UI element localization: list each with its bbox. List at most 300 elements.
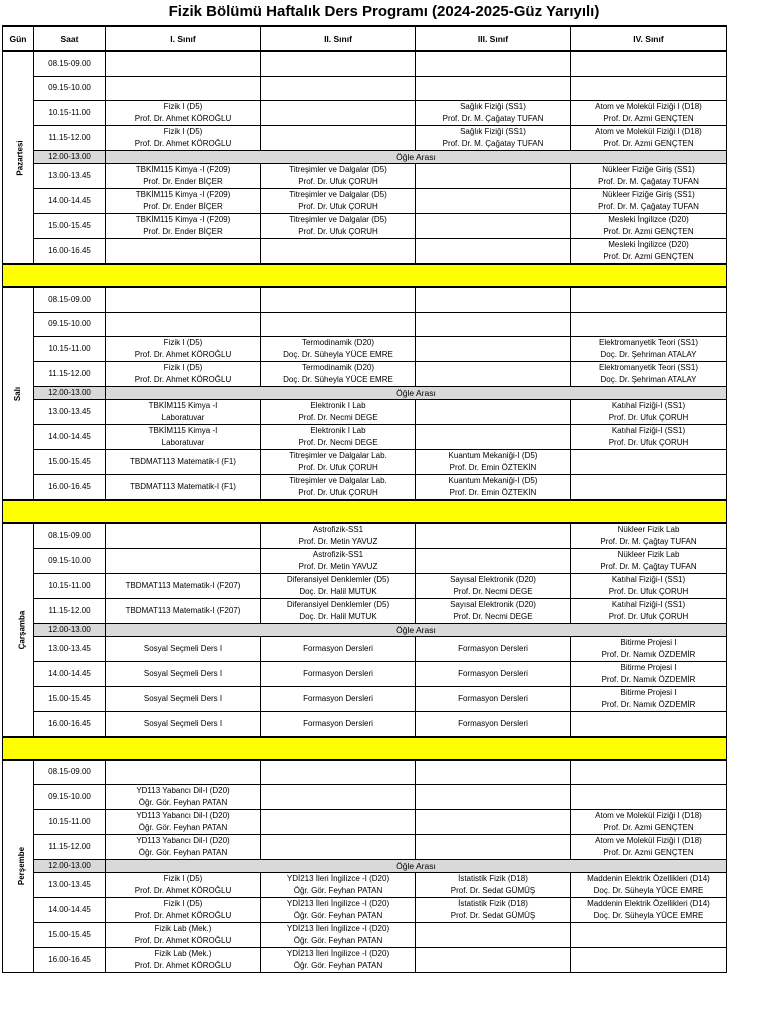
course-cell-class-2 xyxy=(261,189,416,214)
instructor-name: Prof. Dr. Ufuk ÇORUH xyxy=(608,587,689,596)
course-name: YDİ213 İleri İngilizce -I (D20) xyxy=(286,899,390,908)
course-cell-class-1 xyxy=(106,835,261,860)
instructor-name: Prof. Dr. M. Çağatay TUFAN xyxy=(442,139,544,148)
course-cell-class-4 xyxy=(571,400,727,425)
time-cell: 13.00-13.45 xyxy=(34,400,106,425)
time-slot-row xyxy=(3,126,727,151)
course-cell-class-3 xyxy=(416,810,571,835)
course-cell-class-4 xyxy=(571,687,727,712)
instructor-name: Prof. Dr. M. Çağtay TUFAN xyxy=(600,537,697,546)
course-cell-class-4 xyxy=(571,662,727,687)
time-slot-row xyxy=(3,189,727,214)
instructor-name: Prof. Dr. Ahmet KÖROĞLU xyxy=(134,139,232,148)
course-cell-class-3 xyxy=(416,126,571,151)
time-cell: 16.00-16.45 xyxy=(34,239,106,265)
course-name: Bitirme Projesi I xyxy=(620,638,677,647)
instructor-name: Prof. Dr. Metin YAVUZ xyxy=(298,562,378,571)
instructor-name: Doç. Dr. Süheyla YÜCE EMRE xyxy=(593,911,704,920)
instructor-name: Prof. Dr. Sedat GÜMÜŞ xyxy=(450,886,536,895)
instructor-name: Prof. Dr. M. Çağtay TUFAN xyxy=(600,562,697,571)
course-name: Atom ve Molekül Fiziği I (D18) xyxy=(595,836,702,845)
course-name: YDİ213 İleri İngilizce -I (D20) xyxy=(286,874,390,883)
instructor-name: Öğr. Gör. Feyhan PATAN xyxy=(293,961,383,970)
time-cell: 09.15-10.00 xyxy=(34,785,106,810)
course-name: Elektronik I Lab xyxy=(310,426,366,435)
course-cell-class-2 xyxy=(261,214,416,239)
course-name: Mesleki İngilizce (D20) xyxy=(608,240,689,249)
instructor-name: Öğr. Gör. Feyhan PATAN xyxy=(138,848,228,857)
course-name: Diferansiyel Denklemler (D5) xyxy=(286,600,390,609)
course-name: TBKİM115 Kimya -I xyxy=(148,401,218,410)
course-name: Formasyon Dersleri xyxy=(458,694,528,703)
course-cell-class-2 xyxy=(261,51,416,76)
course-cell-class-4 xyxy=(571,898,727,923)
course-cell-class-1 xyxy=(106,662,261,687)
course-cell-class-4 xyxy=(571,873,727,898)
time-slot-row xyxy=(3,662,727,687)
instructor-name: Prof. Dr. Ahmet KÖROĞLU xyxy=(134,375,232,384)
lunch-row xyxy=(3,151,727,164)
time-slot-row xyxy=(3,214,727,239)
course-cell-class-4 xyxy=(571,574,727,599)
course-name: YDİ213 İleri İngilizce -I (D20) xyxy=(286,949,390,958)
instructor-name: Doç. Dr. Süheyla YÜCE EMRE xyxy=(283,375,393,384)
course-cell-class-1 xyxy=(106,214,261,239)
course-name: Termodinamik (D20) xyxy=(301,363,375,372)
instructor-name: Öğr. Gör. Feyhan PATAN xyxy=(138,823,228,832)
course-cell-class-3 xyxy=(416,599,571,624)
header-time: Saat xyxy=(34,26,106,51)
course-name: Formasyon Dersleri xyxy=(303,669,373,678)
instructor-name: Öğr. Gör. Feyhan PATAN xyxy=(293,936,383,945)
course-cell-class-1 xyxy=(106,450,261,475)
course-name: Termodinamik (D20) xyxy=(301,338,375,347)
time-slot-row xyxy=(3,948,727,973)
day-name: Salı xyxy=(12,386,22,401)
course-cell-class-3 xyxy=(416,239,571,265)
course-cell-class-1 xyxy=(106,362,261,387)
course-name: Sağlık Fiziği (SS1) xyxy=(460,127,526,136)
course-cell-class-1 xyxy=(106,785,261,810)
header-class-1: I. Sınıf xyxy=(106,26,261,51)
course-name: Nükleer Fiziğe Giriş (SS1) xyxy=(602,190,695,199)
course-cell-class-1 xyxy=(106,51,261,76)
day-separator xyxy=(3,737,727,760)
course-name: YD113 Yabancı Dil-I (D20) xyxy=(136,786,230,795)
instructor-name: Prof. Dr. Namık ÖZDEMİR xyxy=(601,675,696,684)
course-cell-class-1 xyxy=(106,574,261,599)
lunch-row xyxy=(3,860,727,873)
course-name: Katıhal Fiziği-I (SS1) xyxy=(611,600,686,609)
time-cell: 09.15-10.00 xyxy=(34,312,106,337)
course-cell-class-3 xyxy=(416,425,571,450)
course-name: Formasyon Dersleri xyxy=(303,718,373,728)
course-cell-class-3 xyxy=(416,835,571,860)
course-cell-class-3 xyxy=(416,189,571,214)
course-cell-class-1 xyxy=(106,549,261,574)
course-cell-class-1 xyxy=(106,948,261,973)
course-name: Atom ve Molekül Fiziği I (D18) xyxy=(595,102,702,111)
course-name: YD113 Yabancı Dil-I (D20) xyxy=(136,836,230,845)
course-cell-class-3 xyxy=(416,51,571,76)
instructor-name: Doç. Dr. Halil MUTUK xyxy=(299,587,377,596)
course-name: Astrofizik-SS1 xyxy=(312,525,364,534)
course-cell-class-2 xyxy=(261,164,416,189)
course-name: Titreşimler ve Dalgalar (D5) xyxy=(289,165,387,174)
course-name: Sosyal Seçmeli Ders I xyxy=(143,669,223,678)
course-cell-class-1 xyxy=(106,810,261,835)
time-cell: 15.00-15.45 xyxy=(34,687,106,712)
instructor-name: Doç. Dr. Süheyla YÜCE EMRE xyxy=(283,350,393,359)
course-cell-class-4 xyxy=(571,948,727,973)
course-cell-class-3 xyxy=(416,574,571,599)
course-name: Formasyon Dersleri xyxy=(458,644,528,653)
course-cell-class-4 xyxy=(571,239,727,265)
lunch-break-cell: Öğle Arası xyxy=(106,387,727,400)
course-cell-class-1 xyxy=(106,312,261,337)
course-name: Fizik Lab (Mek.) xyxy=(154,949,212,958)
course-name: Fizik I (D5) xyxy=(163,338,203,347)
instructor-name: Prof. Dr. Ufuk ÇORUH xyxy=(298,463,378,472)
course-name: Formasyon Dersleri xyxy=(303,644,373,653)
course-cell-class-3 xyxy=(416,214,571,239)
day-name: Çarşamba xyxy=(17,610,27,650)
instructor-name: Öğr. Gör. Feyhan PATAN xyxy=(138,798,228,807)
time-slot-row xyxy=(3,475,727,501)
time-cell: 10.15-11.00 xyxy=(34,337,106,362)
lunch-break-cell: Öğle Arası xyxy=(106,860,727,873)
time-cell: 12.00-13.00 xyxy=(34,624,106,637)
course-cell-class-4 xyxy=(571,287,727,312)
course-name: Nükleer Fizik Lab xyxy=(617,550,680,559)
header-class-4: IV. Sınıf xyxy=(571,26,727,51)
course-name: Nükleer Fizik Lab xyxy=(617,525,680,534)
course-cell-class-4 xyxy=(571,101,727,126)
time-cell: 11.15-12.00 xyxy=(34,835,106,860)
course-cell-class-2 xyxy=(261,101,416,126)
time-slot-row xyxy=(3,873,727,898)
course-cell-class-3 xyxy=(416,287,571,312)
instructor-name: Prof. Dr. Ahmet KÖROĞLU xyxy=(134,911,232,920)
instructor-name: Laboratuvar xyxy=(161,413,205,422)
course-name: Sayısal Elektronik (D20) xyxy=(450,575,536,584)
course-cell-class-1 xyxy=(106,712,261,737)
course-name: Sayısal Elektronik (D20) xyxy=(450,600,536,609)
time-cell: 16.00-16.45 xyxy=(34,475,106,501)
instructor-name: Prof. Dr. Namık ÖZDEMİR xyxy=(601,700,696,709)
schedule-body xyxy=(3,51,727,973)
course-cell-class-2 xyxy=(261,760,416,785)
course-name: Formasyon Dersleri xyxy=(303,694,373,703)
instructor-name: Prof. Dr. Emin ÖZTEKİN xyxy=(449,488,537,497)
lunch-break-cell: Öğle Arası xyxy=(106,151,727,164)
course-cell-class-1 xyxy=(106,898,261,923)
instructor-name: Prof. Dr. Ender BİÇER xyxy=(143,202,223,211)
course-name: Mesleki İngilizce (D20) xyxy=(608,215,689,224)
course-name: Nükleer Fiziğe Giriş (SS1) xyxy=(602,165,695,174)
course-cell-class-1 xyxy=(106,400,261,425)
course-name: Kuantum Mekaniği-I (D5) xyxy=(448,451,538,460)
instructor-name: Doç. Dr. Halil MUTUK xyxy=(299,612,377,621)
course-cell-class-4 xyxy=(571,51,727,76)
instructor-name: Prof. Dr. Ufuk ÇORUH xyxy=(298,488,378,497)
time-cell: 13.00-13.45 xyxy=(34,164,106,189)
course-name: Atom ve Molekül Fiziği I (D18) xyxy=(595,811,702,820)
instructor-name: Doç. Dr. Süheyla YÜCE EMRE xyxy=(593,886,704,895)
course-name: Katıhal Fiziği-I (SS1) xyxy=(611,575,686,584)
course-name: İstatistik Fizik (D18) xyxy=(458,874,528,883)
course-cell-class-3 xyxy=(416,898,571,923)
course-cell-class-4 xyxy=(571,785,727,810)
course-cell-class-4 xyxy=(571,712,727,737)
instructor-name: Prof. Dr. Ender BİÇER xyxy=(143,177,223,186)
course-cell-class-3 xyxy=(416,873,571,898)
time-slot-row xyxy=(3,101,727,126)
course-name: Sosyal Seçmeli Ders I xyxy=(143,694,223,703)
course-cell-class-1 xyxy=(106,923,261,948)
course-name: TBKİM115 Kimya -I (F209) xyxy=(135,165,231,174)
instructor-name: Öğr. Gör. Feyhan PATAN xyxy=(293,886,383,895)
course-cell-class-4 xyxy=(571,523,727,549)
course-cell-class-3 xyxy=(416,948,571,973)
course-cell-class-4 xyxy=(571,450,727,475)
time-cell: 08.15-09.00 xyxy=(34,51,106,76)
course-name: Titreşimler ve Dalgalar (D5) xyxy=(289,215,387,224)
course-name: Elektronik I Lab xyxy=(310,401,366,410)
instructor-name: Prof. Dr. Ufuk ÇORUH xyxy=(298,202,378,211)
instructor-name: Prof. Dr. Azmi GENÇTEN xyxy=(603,848,694,857)
instructor-name: Prof. Dr. Ahmet KÖROĞLU xyxy=(134,114,232,123)
instructor-name: Laboratuvar xyxy=(161,438,205,447)
course-cell-class-3 xyxy=(416,637,571,662)
instructor-name: Prof. Dr. Necmi DEGE xyxy=(453,587,533,596)
time-cell: 12.00-13.00 xyxy=(34,151,106,164)
time-cell: 08.15-09.00 xyxy=(34,523,106,549)
time-cell: 14.00-14.45 xyxy=(34,662,106,687)
course-cell-class-4 xyxy=(571,214,727,239)
course-cell-class-4 xyxy=(571,835,727,860)
course-cell-class-2 xyxy=(261,712,416,737)
course-cell-class-1 xyxy=(106,189,261,214)
time-cell: 12.00-13.00 xyxy=(34,860,106,873)
course-name: Elektromanyetik Teori (SS1) xyxy=(599,363,698,372)
header-day: Gün xyxy=(3,26,34,51)
course-cell-class-4 xyxy=(571,189,727,214)
course-cell-class-2 xyxy=(261,337,416,362)
course-cell-class-2 xyxy=(261,76,416,101)
course-cell-class-1 xyxy=(106,599,261,624)
course-cell-class-4 xyxy=(571,475,727,501)
course-name: TBKİM115 Kimya -I (F209) xyxy=(135,215,231,224)
header-class-3: III. Sınıf xyxy=(416,26,571,51)
time-cell: 08.15-09.00 xyxy=(34,287,106,312)
course-cell-class-3 xyxy=(416,687,571,712)
time-cell: 14.00-14.45 xyxy=(34,898,106,923)
course-cell-class-2 xyxy=(261,835,416,860)
time-slot-row xyxy=(3,712,727,737)
time-cell: 09.15-10.00 xyxy=(34,549,106,574)
course-name: TBDMAT113 Matematik-I (F207) xyxy=(125,581,241,590)
course-cell-class-3 xyxy=(416,337,571,362)
instructor-name: Prof. Dr. M. Çağatay TUFAN xyxy=(598,202,699,211)
time-slot-row xyxy=(3,923,727,948)
instructor-name: Prof. Dr. Ahmet KÖROĞLU xyxy=(134,350,232,359)
course-cell-class-1 xyxy=(106,475,261,501)
time-cell: 11.15-12.00 xyxy=(34,599,106,624)
course-cell-class-4 xyxy=(571,923,727,948)
course-name: YDİ213 İleri İngilizce -I (D20) xyxy=(286,924,390,933)
course-cell-class-2 xyxy=(261,599,416,624)
course-cell-class-4 xyxy=(571,362,727,387)
course-cell-class-3 xyxy=(416,76,571,101)
time-slot-row xyxy=(3,400,727,425)
course-cell-class-2 xyxy=(261,637,416,662)
course-cell-class-3 xyxy=(416,164,571,189)
course-name: Diferansiyel Denklemler (D5) xyxy=(286,575,390,584)
time-cell: 10.15-11.00 xyxy=(34,101,106,126)
time-cell: 11.15-12.00 xyxy=(34,362,106,387)
day-label-cell xyxy=(3,523,34,737)
time-cell: 10.15-11.00 xyxy=(34,810,106,835)
instructor-name: Prof. Dr. Ender BİÇER xyxy=(143,227,223,236)
course-cell-class-3 xyxy=(416,362,571,387)
course-name: Katıhal Fiziği-I (SS1) xyxy=(611,401,686,410)
course-cell-class-4 xyxy=(571,312,727,337)
course-cell-class-2 xyxy=(261,662,416,687)
course-cell-class-1 xyxy=(106,164,261,189)
course-cell-class-3 xyxy=(416,400,571,425)
day-separator-row xyxy=(3,737,727,760)
instructor-name: Prof. Dr. Azmi GENÇTEN xyxy=(603,139,694,148)
course-name: Fizik I (D5) xyxy=(163,127,203,136)
time-cell: 16.00-16.45 xyxy=(34,948,106,973)
time-cell: 13.00-13.45 xyxy=(34,637,106,662)
instructor-name: Prof. Dr. Sedat GÜMÜŞ xyxy=(450,911,536,920)
course-cell-class-2 xyxy=(261,948,416,973)
course-name: Elektromanyetik Teori (SS1) xyxy=(599,338,698,347)
course-cell-class-3 xyxy=(416,312,571,337)
time-cell: 11.15-12.00 xyxy=(34,126,106,151)
time-slot-row xyxy=(3,835,727,860)
instructor-name: Prof. Dr. Azmi GENÇTEN xyxy=(603,823,694,832)
course-name: Atom ve Molekül Fiziği I (D18) xyxy=(595,127,702,136)
course-cell-class-3 xyxy=(416,101,571,126)
day-label-cell xyxy=(3,51,34,264)
course-cell-class-4 xyxy=(571,76,727,101)
time-slot-row xyxy=(3,239,727,265)
course-name: TBKİM115 Kimya -I (F209) xyxy=(135,190,231,199)
course-cell-class-2 xyxy=(261,523,416,549)
header-class-2: II. Sınıf xyxy=(261,26,416,51)
course-cell-class-4 xyxy=(571,637,727,662)
instructor-name: Prof. Dr. Ufuk ÇORUH xyxy=(298,227,378,236)
lunch-break-cell: Öğle Arası xyxy=(106,624,727,637)
day-label-cell xyxy=(3,760,34,973)
instructor-name: Prof. Dr. Namık ÖZDEMİR xyxy=(601,650,696,659)
page-title: Fizik Bölümü Haftalık Ders Programı (2024-2025-Güz Yarıyılı) xyxy=(168,3,600,20)
course-cell-class-4 xyxy=(571,760,727,785)
time-cell: 08.15-09.00 xyxy=(34,760,106,785)
course-cell-class-2 xyxy=(261,126,416,151)
header-row xyxy=(3,26,727,51)
time-cell: 09.15-10.00 xyxy=(34,76,106,101)
time-cell: 15.00-15.45 xyxy=(34,923,106,948)
course-name: Titreşimler ve Dalgalar (D5) xyxy=(289,190,387,199)
instructor-name: Prof. Dr. Ufuk ÇORUH xyxy=(608,438,689,447)
course-cell-class-1 xyxy=(106,687,261,712)
course-cell-class-2 xyxy=(261,239,416,265)
time-slot-row xyxy=(3,164,727,189)
schedule-table xyxy=(2,25,727,973)
course-name: İstatistik Fizik (D18) xyxy=(458,899,528,908)
course-cell-class-1 xyxy=(106,126,261,151)
time-slot-row xyxy=(3,785,727,810)
time-slot-row xyxy=(3,450,727,475)
time-slot-row xyxy=(3,687,727,712)
time-slot-row xyxy=(3,287,727,312)
time-slot-row xyxy=(3,51,727,76)
time-cell: 12.00-13.00 xyxy=(34,387,106,400)
course-name: Fizik I (D5) xyxy=(163,363,203,372)
course-cell-class-2 xyxy=(261,450,416,475)
instructor-name: Prof. Dr. Ufuk ÇORUH xyxy=(608,612,689,621)
lunch-row xyxy=(3,624,727,637)
course-cell-class-1 xyxy=(106,76,261,101)
time-cell: 16.00-16.45 xyxy=(34,712,106,737)
time-slot-row xyxy=(3,637,727,662)
time-slot-row xyxy=(3,549,727,574)
course-name: TBDMAT113 Matematik-I (F1) xyxy=(130,482,236,491)
day-separator xyxy=(3,500,727,523)
course-name: Fizik I (D5) xyxy=(163,874,203,883)
instructor-name: Prof. Dr. Ahmet KÖROĞLU xyxy=(134,936,232,945)
course-cell-class-3 xyxy=(416,475,571,501)
course-cell-class-1 xyxy=(106,425,261,450)
day-separator-row xyxy=(3,264,727,287)
course-name: TBDMAT113 Matematik-I (F1) xyxy=(130,457,236,466)
course-cell-class-2 xyxy=(261,549,416,574)
course-name: Katıhal Fiziği-I (SS1) xyxy=(611,426,686,435)
time-slot-row xyxy=(3,760,727,785)
course-cell-class-1 xyxy=(106,239,261,265)
time-cell: 10.15-11.00 xyxy=(34,574,106,599)
time-cell: 14.00-14.45 xyxy=(34,189,106,214)
time-cell: 15.00-15.45 xyxy=(34,214,106,239)
course-name: TBDMAT113 Matematik-I (F207) xyxy=(125,606,241,615)
course-name: YD113 Yabancı Dil-I (D20) xyxy=(136,811,230,820)
course-cell-class-3 xyxy=(416,662,571,687)
course-name: Formasyon Dersleri xyxy=(458,718,528,728)
instructor-name: Doç. Dr. Şehriman ATALAY xyxy=(600,350,697,359)
course-cell-class-4 xyxy=(571,599,727,624)
instructor-name: Prof. Dr. Necmi DEGE xyxy=(298,413,378,422)
time-slot-row xyxy=(3,810,727,835)
instructor-name: Prof. Dr. M. Çağatay TUFAN xyxy=(442,114,544,123)
course-cell-class-1 xyxy=(106,637,261,662)
course-cell-class-3 xyxy=(416,923,571,948)
course-cell-class-2 xyxy=(261,873,416,898)
instructor-name: Prof. Dr. Necmi DEGE xyxy=(453,612,533,621)
course-name: Fizik I (D5) xyxy=(163,899,203,908)
time-cell: 13.00-13.45 xyxy=(34,873,106,898)
course-name: Maddenin Elektrik Özellikleri (D14) xyxy=(587,899,710,908)
course-cell-class-2 xyxy=(261,287,416,312)
time-slot-row xyxy=(3,337,727,362)
course-cell-class-1 xyxy=(106,287,261,312)
course-cell-class-2 xyxy=(261,475,416,501)
course-name: Bitirme Projesi I xyxy=(620,663,677,672)
course-name: Formasyon Dersleri xyxy=(458,669,528,678)
